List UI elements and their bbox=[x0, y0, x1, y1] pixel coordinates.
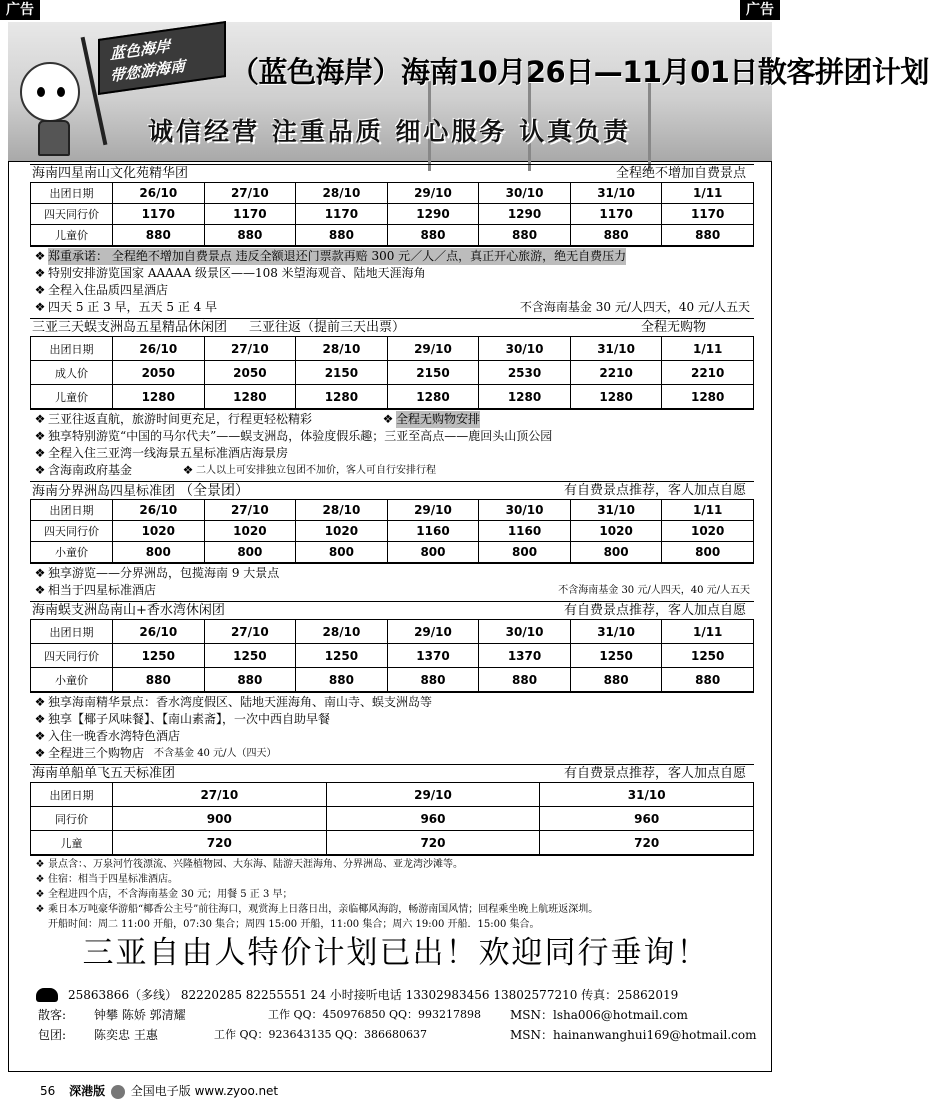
contact-phones: 25863866（多线） 82220285 82255551 24 小时接听电话 13302983456 13802577210 传真：25862019 bbox=[36, 985, 756, 1005]
row-label: 出团日期 bbox=[31, 500, 113, 521]
section-note: 有自费景点推荐，客人加点自愿 bbox=[563, 483, 746, 498]
section-note: 全程绝不增加自费景点 bbox=[615, 166, 746, 181]
price-cell: 800 bbox=[479, 542, 571, 563]
diamond-bullet-icon: ❖ bbox=[34, 712, 46, 726]
note-item: ❖ 四天 5 正 3 早，五天 5 正 4 早 不含海南基金 30 元/人四天，40 元/人五天 bbox=[32, 299, 754, 316]
row-label: 出团日期 bbox=[31, 183, 113, 204]
section-header bbox=[30, 164, 754, 182]
contact-qq: 工作 QQ：450976850 QQ：993217898 bbox=[268, 1008, 482, 1021]
row-label: 同行价 bbox=[31, 807, 113, 831]
price-row bbox=[31, 500, 754, 521]
contact-staff: 钟攀 陈娇 郭清耀 bbox=[94, 1008, 186, 1022]
date-cell: 28/10 bbox=[296, 337, 388, 361]
section-title: 海南蜈支洲岛南山+香水湾休闲团 bbox=[32, 603, 225, 618]
price-cell: 1280 bbox=[113, 385, 205, 409]
diamond-bullet-icon: ❖ bbox=[35, 904, 45, 915]
date-cell: 28/10 bbox=[296, 620, 388, 644]
price-cell: 1020 bbox=[204, 521, 296, 542]
diamond-bullet-icon: ❖ bbox=[34, 566, 46, 580]
section-notes bbox=[30, 692, 754, 764]
row-label: 出团日期 bbox=[31, 337, 113, 361]
price-cell: 880 bbox=[570, 225, 662, 246]
price-cell: 2210 bbox=[662, 361, 754, 385]
section-header bbox=[30, 764, 754, 782]
date-cell: 30/10 bbox=[479, 337, 571, 361]
contact-msn: MSN：hainanwanghui169@hotmail.com bbox=[510, 1028, 757, 1042]
note-item: ❖ 全程进四个店，不含海南基金 30 元；用餐 5 正 3 早； bbox=[32, 887, 754, 902]
price-cell: 960 bbox=[326, 807, 540, 831]
date-cell: 29/10 bbox=[326, 783, 540, 807]
price-row bbox=[31, 644, 754, 668]
date-cell: 1/11 bbox=[662, 337, 754, 361]
contact-individual bbox=[36, 1005, 756, 1025]
price-cell: 1170 bbox=[296, 204, 388, 225]
price-cell: 1160 bbox=[387, 521, 479, 542]
note-item: ❖ 全程进三个购物店 不含基金 40 元/人（四天） bbox=[32, 745, 754, 762]
page-number: 56 bbox=[40, 1084, 56, 1098]
diamond-bullet-icon: ❖ bbox=[182, 463, 194, 477]
diamond-bullet-icon: ❖ bbox=[34, 249, 46, 263]
mascot-eye-icon bbox=[34, 84, 48, 100]
price-row bbox=[31, 361, 754, 385]
price-cell: 1170 bbox=[570, 204, 662, 225]
price-cell: 720 bbox=[540, 831, 754, 855]
price-cell: 1250 bbox=[662, 644, 754, 668]
price-row bbox=[31, 337, 754, 361]
price-cell: 880 bbox=[662, 668, 754, 692]
date-cell: 29/10 bbox=[387, 620, 479, 644]
date-cell: 1/11 bbox=[662, 183, 754, 204]
date-cell: 1/11 bbox=[662, 500, 754, 521]
price-cell: 960 bbox=[540, 807, 754, 831]
note-item: ❖ 独享【椰子风味餐】、【南山素斋】，一次中西自助早餐 bbox=[32, 711, 754, 728]
row-label: 小童价 bbox=[31, 668, 113, 692]
promo-headline: 三亚自由人特价计划已出！欢迎同行垂询！ bbox=[82, 935, 710, 971]
section-title: 海南四星南山文化苑精华团 bbox=[32, 166, 189, 181]
section-note: 有自费景点推荐，客人加点自愿 bbox=[563, 766, 746, 781]
price-cell: 880 bbox=[387, 668, 479, 692]
price-cell: 2150 bbox=[387, 361, 479, 385]
flag-line-1: 蓝色海岸 bbox=[110, 36, 171, 64]
price-cell: 1280 bbox=[570, 385, 662, 409]
date-cell: 31/10 bbox=[570, 337, 662, 361]
price-row bbox=[31, 385, 754, 409]
section-note: 全程无购物 bbox=[640, 320, 706, 335]
price-row bbox=[31, 225, 754, 246]
phone-icon bbox=[36, 988, 58, 1002]
diamond-bullet-icon: ❖ bbox=[34, 412, 46, 426]
row-label: 四天同行价 bbox=[31, 644, 113, 668]
price-cell: 1280 bbox=[296, 385, 388, 409]
price-cell: 880 bbox=[387, 225, 479, 246]
date-cell: 31/10 bbox=[570, 500, 662, 521]
diamond-bullet-icon: ❖ bbox=[34, 429, 46, 443]
price-cell: 1020 bbox=[296, 521, 388, 542]
edition-label: 深港版 bbox=[69, 1084, 106, 1098]
row-label: 四天同行价 bbox=[31, 521, 113, 542]
row-label: 小童价 bbox=[31, 542, 113, 563]
note-item: ❖ 全程入住品质四星酒店 bbox=[32, 282, 754, 299]
date-cell: 30/10 bbox=[479, 500, 571, 521]
note-item: 开船时间：周二 11:00 开船，07:30 集合；周四 15:00 开船，11:00 集合；周六 19:00 开船．15:00 集合。 bbox=[48, 919, 540, 930]
date-cell: 28/10 bbox=[296, 500, 388, 521]
mascot-body bbox=[38, 120, 70, 156]
date-cell: 29/10 bbox=[387, 337, 479, 361]
price-cell: 900 bbox=[113, 807, 327, 831]
price-cell: 1250 bbox=[113, 644, 205, 668]
price-row bbox=[31, 668, 754, 692]
date-cell: 31/10 bbox=[570, 620, 662, 644]
price-table bbox=[30, 499, 754, 563]
mascot-face bbox=[20, 62, 80, 122]
mascot-eye-icon bbox=[54, 84, 68, 100]
note-item: ❖ 景点含：、万泉河竹筏漂流、兴隆植物园、大东海、陆游天涯海角、分界洲岛、亚龙湾沙滩等。 bbox=[32, 857, 754, 872]
price-cell: 1250 bbox=[296, 644, 388, 668]
diamond-bullet-icon: ❖ bbox=[34, 446, 46, 460]
price-row bbox=[31, 620, 754, 644]
price-cell: 2150 bbox=[296, 361, 388, 385]
price-cell: 880 bbox=[296, 668, 388, 692]
note-item: ❖ 全程入住三亚湾一线海景五星标准酒店海景房 bbox=[32, 445, 754, 462]
note-item: ❖ 独享游览——分界洲岛，包揽海南 9 大景点 bbox=[32, 565, 754, 582]
price-cell: 1280 bbox=[204, 385, 296, 409]
section-notes bbox=[30, 246, 754, 318]
price-cell: 800 bbox=[113, 542, 205, 563]
national-edition: 全国电子版 www.zyoo.net bbox=[130, 1084, 279, 1098]
section-subtitle: 三亚往返（提前三天出票） bbox=[249, 320, 406, 335]
price-cell: 1020 bbox=[113, 521, 205, 542]
publication-logo-icon bbox=[111, 1085, 125, 1099]
price-cell: 1250 bbox=[570, 644, 662, 668]
date-cell: 26/10 bbox=[113, 183, 205, 204]
section-title: 海南分界洲岛四星标准团 bbox=[32, 484, 176, 499]
price-cell: 720 bbox=[326, 831, 540, 855]
row-label: 儿童价 bbox=[31, 225, 113, 246]
section-header bbox=[30, 318, 754, 336]
price-cell: 2210 bbox=[570, 361, 662, 385]
note-item: ❖ 住宿：相当于四星标准酒店。 bbox=[32, 872, 754, 887]
diamond-bullet-icon: ❖ bbox=[382, 412, 394, 426]
price-cell: 880 bbox=[479, 668, 571, 692]
contact-label: 散客: bbox=[38, 1008, 67, 1022]
price-cell: 1160 bbox=[479, 521, 571, 542]
date-cell: 31/10 bbox=[540, 783, 754, 807]
date-cell: 29/10 bbox=[387, 500, 479, 521]
price-table bbox=[30, 336, 754, 409]
row-label: 出团日期 bbox=[31, 783, 113, 807]
diamond-bullet-icon: ❖ bbox=[34, 746, 46, 760]
note-item: ❖ 入住一晚香水湾特色酒店 bbox=[32, 728, 754, 745]
price-row bbox=[31, 521, 754, 542]
date-cell: 26/10 bbox=[113, 620, 205, 644]
price-row bbox=[31, 204, 754, 225]
date-cell: 27/10 bbox=[204, 183, 296, 204]
contact-label: 包团: bbox=[38, 1028, 67, 1042]
date-cell: 1/11 bbox=[662, 620, 754, 644]
contact-block bbox=[36, 985, 756, 1045]
ad-tag-right: 广告 bbox=[740, 0, 780, 20]
diamond-bullet-icon: ❖ bbox=[34, 695, 46, 709]
diamond-bullet-icon: ❖ bbox=[35, 874, 45, 885]
section-notes bbox=[30, 855, 754, 934]
diamond-bullet-icon: ❖ bbox=[34, 583, 46, 597]
price-cell: 880 bbox=[662, 225, 754, 246]
date-cell: 27/10 bbox=[113, 783, 327, 807]
diamond-bullet-icon: ❖ bbox=[34, 283, 46, 297]
section-note: 有自费景点推荐，客人加点自愿 bbox=[563, 603, 746, 618]
diamond-bullet-icon: ❖ bbox=[35, 859, 45, 870]
tour-listing bbox=[30, 164, 754, 934]
contact-group bbox=[36, 1025, 756, 1045]
price-cell: 2050 bbox=[113, 361, 205, 385]
price-row bbox=[31, 183, 754, 204]
price-cell: 1280 bbox=[387, 385, 479, 409]
contact-qq: 工作 QQ：923643135 QQ：386680637 bbox=[214, 1028, 428, 1041]
section-badge: （全景团） bbox=[179, 483, 250, 499]
price-cell: 800 bbox=[662, 542, 754, 563]
note-item: ❖ 郑重承诺： 全程绝不增加自费景点 违反全额退还门票款再赔 300 元／人／点，真正开心旅游，绝无自费压力 bbox=[32, 248, 754, 265]
price-row bbox=[31, 542, 754, 563]
page-footer bbox=[40, 1082, 278, 1099]
date-cell: 30/10 bbox=[479, 183, 571, 204]
section-header bbox=[30, 481, 754, 499]
brand-flag bbox=[98, 21, 226, 95]
price-table bbox=[30, 782, 754, 855]
ad-tag-left: 广告 bbox=[0, 0, 40, 20]
palm-tree-graphic bbox=[648, 81, 708, 171]
note-item: ❖ 三亚往返直航，旅游时间更充足，行程更轻松精彩 ❖ 全程无购物安排 bbox=[32, 411, 754, 428]
price-table bbox=[30, 619, 754, 692]
section-title: 海南单船单飞五天标准团 bbox=[32, 766, 176, 781]
date-cell: 26/10 bbox=[113, 337, 205, 361]
price-cell: 1290 bbox=[479, 204, 571, 225]
price-row bbox=[31, 783, 754, 807]
note-item: ❖ 乘日本万吨豪华游船“椰香公主号”前往海口，观赏海上日落日出，亲临椰风海韵，畅游南国风情；回程乘坐晚上航班返深圳。 bbox=[32, 902, 754, 917]
date-cell: 31/10 bbox=[570, 183, 662, 204]
date-cell: 27/10 bbox=[204, 337, 296, 361]
price-cell: 1370 bbox=[479, 644, 571, 668]
price-cell: 1170 bbox=[204, 204, 296, 225]
section-header bbox=[30, 601, 754, 619]
price-cell: 800 bbox=[204, 542, 296, 563]
price-cell: 1290 bbox=[387, 204, 479, 225]
date-cell: 26/10 bbox=[113, 500, 205, 521]
section-notes bbox=[30, 409, 754, 481]
price-cell: 880 bbox=[570, 668, 662, 692]
date-cell: 27/10 bbox=[204, 620, 296, 644]
diamond-bullet-icon: ❖ bbox=[34, 463, 46, 477]
row-label: 成人价 bbox=[31, 361, 113, 385]
contact-msn: MSN：lsha006@hotmail.com bbox=[510, 1008, 688, 1022]
fund-note: 不含海南基金 30 元/人四天，40 元/人五天 bbox=[558, 585, 750, 596]
diamond-bullet-icon: ❖ bbox=[34, 729, 46, 743]
price-cell: 1020 bbox=[570, 521, 662, 542]
diamond-bullet-icon: ❖ bbox=[34, 300, 46, 314]
page-title: （蓝色海岸）海南10月26日—11月01日散客拼团计划 bbox=[230, 55, 929, 89]
fund-note: 不含基金 40 元/人（四天） bbox=[154, 748, 277, 759]
date-cell: 27/10 bbox=[204, 500, 296, 521]
section-notes bbox=[30, 563, 754, 601]
price-cell: 1370 bbox=[387, 644, 479, 668]
diamond-bullet-icon: ❖ bbox=[35, 889, 45, 900]
price-cell: 1020 bbox=[662, 521, 754, 542]
price-cell: 800 bbox=[387, 542, 479, 563]
price-cell: 1170 bbox=[662, 204, 754, 225]
slogan: 诚信经营 注重品质 细心服务 认真负责 bbox=[148, 117, 632, 146]
price-row bbox=[31, 831, 754, 855]
price-cell: 800 bbox=[296, 542, 388, 563]
price-cell: 1170 bbox=[113, 204, 205, 225]
price-cell: 1280 bbox=[662, 385, 754, 409]
section-title: 三亚三天蜈支洲岛五星精品休闲团 bbox=[32, 320, 228, 335]
flag-line-2: 带您游海南 bbox=[110, 56, 186, 86]
row-label: 出团日期 bbox=[31, 620, 113, 644]
row-label: 儿童价 bbox=[31, 385, 113, 409]
price-cell: 880 bbox=[204, 225, 296, 246]
price-cell: 2050 bbox=[204, 361, 296, 385]
price-cell: 800 bbox=[570, 542, 662, 563]
price-cell: 1250 bbox=[204, 644, 296, 668]
price-cell: 2530 bbox=[479, 361, 571, 385]
date-cell: 29/10 bbox=[387, 183, 479, 204]
contact-staff: 陈奕忠 王惠 bbox=[94, 1028, 158, 1042]
date-cell: 28/10 bbox=[296, 183, 388, 204]
price-cell: 880 bbox=[113, 225, 205, 246]
date-cell: 30/10 bbox=[479, 620, 571, 644]
price-cell: 880 bbox=[479, 225, 571, 246]
note-item: ❖ 独享特别游览“中国的马尔代夫”——蜈支洲岛，体验度假乐趣；三亚至高点——鹿回头山顶公园 bbox=[32, 428, 754, 445]
price-cell: 880 bbox=[204, 668, 296, 692]
fund-note: 不含海南基金 30 元/人四天，40 元/人五天 bbox=[519, 300, 750, 314]
row-label: 四天同行价 bbox=[31, 204, 113, 225]
note-item: ❖ 独享海南精华景点：香水湾度假区、陆地天涯海角、南山寺、蜈支洲岛等 bbox=[32, 694, 754, 711]
price-cell: 880 bbox=[296, 225, 388, 246]
note-item: ❖ 特别安排游览国家 AAAAA 级景区——108 米望海观音、陆地天涯海角 bbox=[32, 265, 754, 282]
price-cell: 1280 bbox=[479, 385, 571, 409]
header-banner bbox=[8, 22, 929, 162]
diamond-bullet-icon: ❖ bbox=[34, 266, 46, 280]
price-table bbox=[30, 182, 754, 246]
price-cell: 880 bbox=[113, 668, 205, 692]
row-label: 儿童 bbox=[31, 831, 113, 855]
note-item: ❖ 相当于四星标准酒店 不含海南基金 30 元/人四天，40 元/人五天 bbox=[32, 582, 754, 599]
note-item: ❖ 含海南政府基金 ❖ 二人以上可安排独立包团不加价，客人可自行安排行程 bbox=[32, 462, 754, 479]
price-cell: 720 bbox=[113, 831, 327, 855]
price-row bbox=[31, 807, 754, 831]
